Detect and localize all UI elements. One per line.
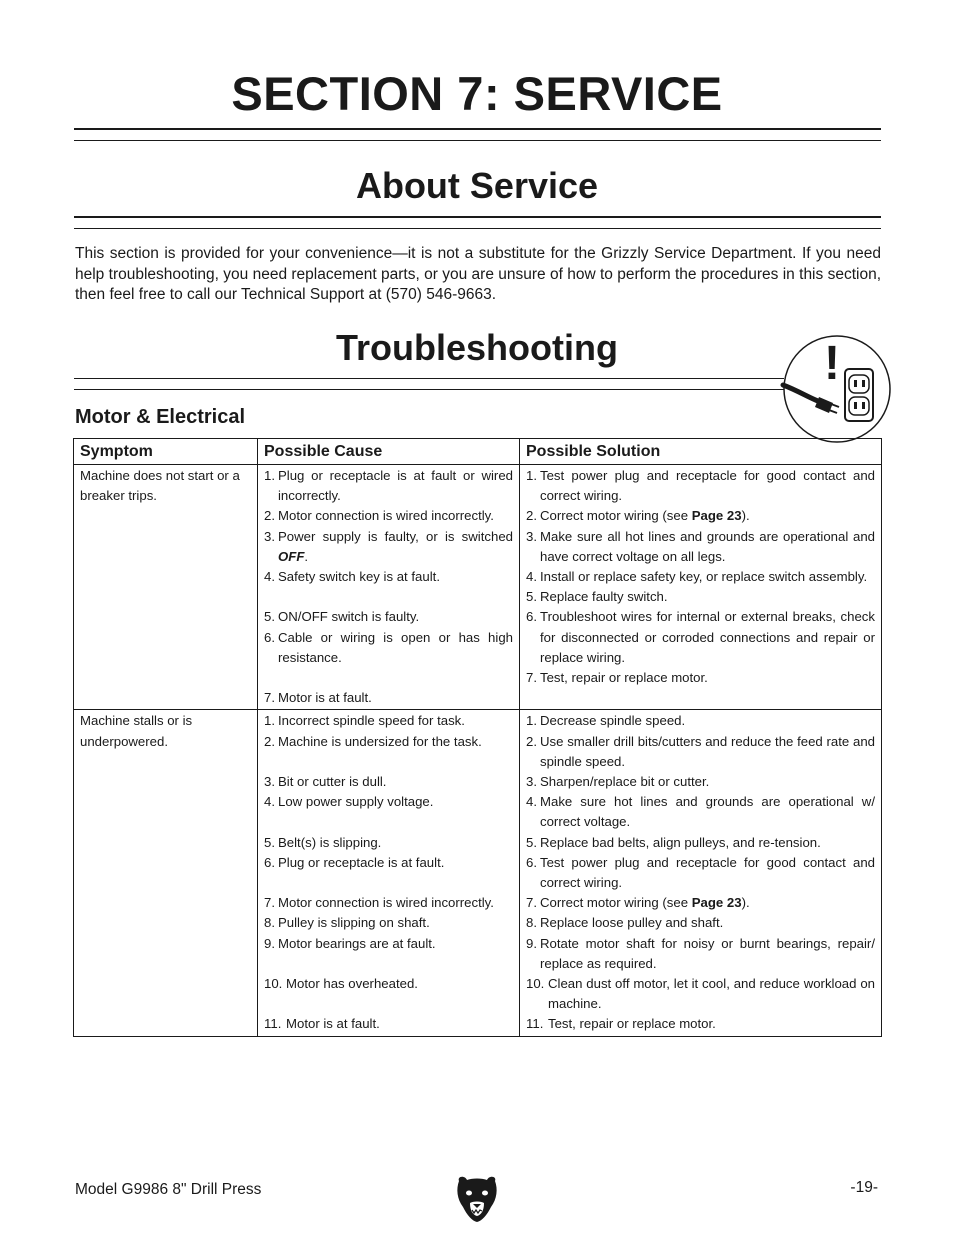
symptom-cell: Machine does not start or a breaker trips. (74, 465, 258, 710)
spacer (286, 994, 513, 1014)
cause-cell (258, 465, 520, 710)
troubleshooting-table (73, 438, 882, 1037)
item-number: 7. (526, 670, 537, 686)
table-header-row (74, 439, 882, 465)
divider (74, 378, 784, 379)
item-text-end: . (304, 548, 309, 564)
table-row (74, 710, 882, 1036)
item-number: 6. (264, 854, 275, 870)
solution-item (526, 527, 875, 567)
solution-item (526, 1014, 875, 1034)
item-text: Bit or cutter is dull. (278, 774, 387, 789)
spacer (278, 752, 513, 772)
section-title: SECTION 7: SERVICE (231, 67, 723, 120)
item-number: 6. (526, 609, 537, 625)
item-number: 2. (264, 733, 275, 749)
divider (74, 216, 881, 218)
divider (74, 228, 881, 229)
solution-item (526, 853, 875, 893)
item-number: 6. (526, 854, 537, 870)
item-text: Replace faulty switch. (540, 589, 668, 605)
electrical-warning-icon (779, 333, 893, 443)
item-text-end: ). (741, 508, 750, 524)
emphasis-text: OFF (278, 548, 305, 564)
item-number: 10. (526, 976, 545, 992)
item-text: Motor connection is wired incorrectly. (278, 895, 494, 911)
cause-item (264, 772, 513, 792)
solution-item (526, 506, 875, 526)
cause-item (264, 711, 513, 731)
item-text: Incorrect spindle speed for task. (278, 713, 465, 729)
cause-item (264, 628, 513, 689)
item-text: ON/OFF switch is faulty. (278, 609, 420, 625)
item-text: Use smaller drill bits/cutters and reduce the feed rate and spindle speed. (540, 733, 875, 769)
spacer (278, 873, 513, 893)
item-text: Make sure all hot lines and grounds are operational and have correct voltage on all legs. (540, 528, 875, 564)
solution-item (526, 466, 875, 506)
symptom-cell: Machine stalls or is underpowered. (74, 710, 258, 1036)
item-number: 2. (526, 733, 537, 749)
item-text: Troubleshoot wires for internal or external breaks, check for disconnected or corroded connections and repair or replace wiring. (540, 609, 875, 665)
spacer (278, 954, 513, 974)
item-text: Install or replace safety key, or replace switch assembly. (540, 569, 868, 585)
table-row (74, 465, 882, 710)
item-text: Test, repair or replace motor. (540, 670, 708, 686)
cause-item (264, 833, 513, 853)
item-number: 11. (264, 1016, 282, 1032)
solution-header: Possible Solution (520, 439, 882, 465)
item-text-end: ). (741, 895, 750, 911)
exclamation-glyph: ! (824, 337, 840, 390)
item-number: 1. (526, 713, 537, 729)
item-text: Replace bad belts, align pulleys, and re-tension. (540, 834, 821, 850)
item-number: 7. (264, 895, 275, 911)
item-number: 2. (264, 508, 275, 524)
item-number: 4. (264, 569, 275, 585)
divider (74, 128, 881, 130)
intro-paragraph: This section is provided for your convenience—it is not a substitute for the Grizzly Service Department. If you need help troubleshooting, you need replacement parts, or you are unsure of how to perform the procedures in this section, then feel free to call our Technical Support at (570) 546-9663. (75, 245, 881, 303)
solution-item (526, 668, 875, 688)
cause-list (264, 466, 513, 708)
item-number: 3. (526, 774, 537, 790)
item-number: 3. (526, 528, 537, 544)
item-number: 8. (264, 915, 275, 931)
item-text: Power supply is faulty, or is switched (278, 528, 513, 544)
item-number: 2. (526, 508, 537, 524)
solution-cell (520, 710, 882, 1036)
grizzly-bear-logo (455, 1175, 499, 1223)
cause-item (264, 567, 513, 607)
item-text: Belt(s) is slipping. (278, 834, 382, 850)
spacer (278, 812, 513, 832)
solution-item (526, 833, 875, 853)
item-text: Rotate motor shaft for noisy or burnt bearings, repair/ replace as required. (540, 935, 875, 971)
cause-cell (258, 710, 520, 1036)
cause-item (264, 792, 513, 832)
cause-list (264, 711, 513, 1034)
spacer (278, 587, 513, 607)
item-number: 10. (264, 975, 283, 991)
cause-item (264, 913, 513, 933)
cause-item (264, 466, 513, 506)
item-text: Safety switch key is at fault. (278, 569, 440, 585)
item-number: 3. (264, 528, 275, 544)
item-number: 5. (264, 609, 275, 625)
item-text: Low power supply voltage. (278, 794, 434, 810)
spacer (278, 668, 513, 688)
solution-item (526, 974, 875, 1014)
item-text: Motor bearings are at fault. (278, 935, 436, 951)
item-text: Machine is undersized for the task. (278, 733, 482, 749)
cause-item (264, 688, 513, 708)
about-service-title: About Service (355, 165, 599, 206)
solution-item (526, 732, 875, 772)
item-number: 6. (264, 629, 275, 645)
solution-item (526, 607, 875, 668)
item-text: Correct motor wiring (see (540, 895, 692, 911)
solution-cell (520, 465, 882, 710)
item-number: 1. (264, 468, 275, 483)
item-text: Correct motor wiring (see (540, 508, 692, 524)
cause-item (264, 1014, 513, 1034)
item-number: 4. (526, 794, 537, 810)
item-number: 8. (526, 915, 537, 931)
solution-item (526, 772, 875, 792)
item-number: 11. (526, 1016, 544, 1032)
item-number: 9. (526, 935, 537, 951)
item-number: 4. (264, 794, 275, 810)
item-text: Plug or receptacle is at fault or wired incorrectly. (278, 468, 513, 504)
solution-list (526, 466, 875, 688)
item-text: Motor connection is wired incorrectly. (278, 508, 494, 524)
divider (74, 389, 784, 390)
cause-item (264, 527, 513, 567)
item-text: Decrease spindle speed. (540, 713, 686, 729)
item-text: Test power plug and receptacle for good contact and correct wiring. (540, 854, 875, 891)
item-text: Test, repair or replace motor. (548, 1016, 716, 1032)
divider (74, 140, 881, 141)
item-number: 5. (526, 589, 537, 605)
item-text: Motor has overheated. (286, 975, 418, 991)
item-number: 5. (526, 834, 537, 850)
solution-item (526, 893, 875, 913)
solution-item (526, 587, 875, 607)
item-number: 7. (526, 895, 537, 911)
item-number: 4. (526, 569, 537, 585)
item-text: Sharpen/replace bit or cutter. (540, 774, 710, 790)
item-text: Pulley is slipping on shaft. (278, 915, 430, 931)
item-text: Cable or wiring is open or has high resistance. (278, 629, 513, 665)
item-text: Make sure hot lines and grounds are operational w/ correct voltage. (540, 794, 875, 830)
item-text: Clean dust off motor, let it cool, and reduce workload on machine. (548, 976, 875, 1012)
item-text: Replace loose pulley and shaft. (540, 915, 724, 931)
cause-item (264, 934, 513, 974)
item-number: 9. (264, 935, 275, 951)
item-number: 1. (264, 713, 275, 729)
troubleshooting-title: Troubleshooting (336, 327, 618, 368)
solution-item (526, 567, 875, 587)
cause-item (264, 893, 513, 913)
item-text: Motor is at fault. (278, 690, 372, 706)
cause-item (264, 853, 513, 893)
cause-item (264, 607, 513, 627)
solution-item (526, 913, 875, 933)
solution-item (526, 711, 875, 731)
page-reference: Page 23 (691, 508, 742, 524)
solution-list (526, 711, 875, 1034)
item-text: Motor is at fault. (286, 1016, 380, 1032)
motor-electrical-heading: Motor & Electrical (75, 406, 246, 428)
item-number: 3. (264, 774, 275, 789)
cause-item (264, 974, 513, 1014)
cause-item (264, 732, 513, 772)
item-number: 5. (264, 834, 275, 850)
solution-item (526, 792, 875, 832)
cause-header: Possible Cause (258, 439, 520, 465)
cause-item (264, 506, 513, 526)
item-number: 1. (526, 468, 537, 483)
symptom-header: Symptom (74, 439, 258, 465)
solution-item (526, 934, 875, 974)
item-text: Test power plug and receptacle for good contact and correct wiring. (540, 468, 875, 504)
page-reference: Page 23 (691, 895, 742, 911)
item-text: Plug or receptacle is at fault. (278, 854, 445, 870)
item-number: 7. (264, 690, 275, 706)
footer-page-number: -19- (850, 1179, 878, 1196)
footer-model: Model G9986 8" Drill Press (75, 1181, 262, 1198)
